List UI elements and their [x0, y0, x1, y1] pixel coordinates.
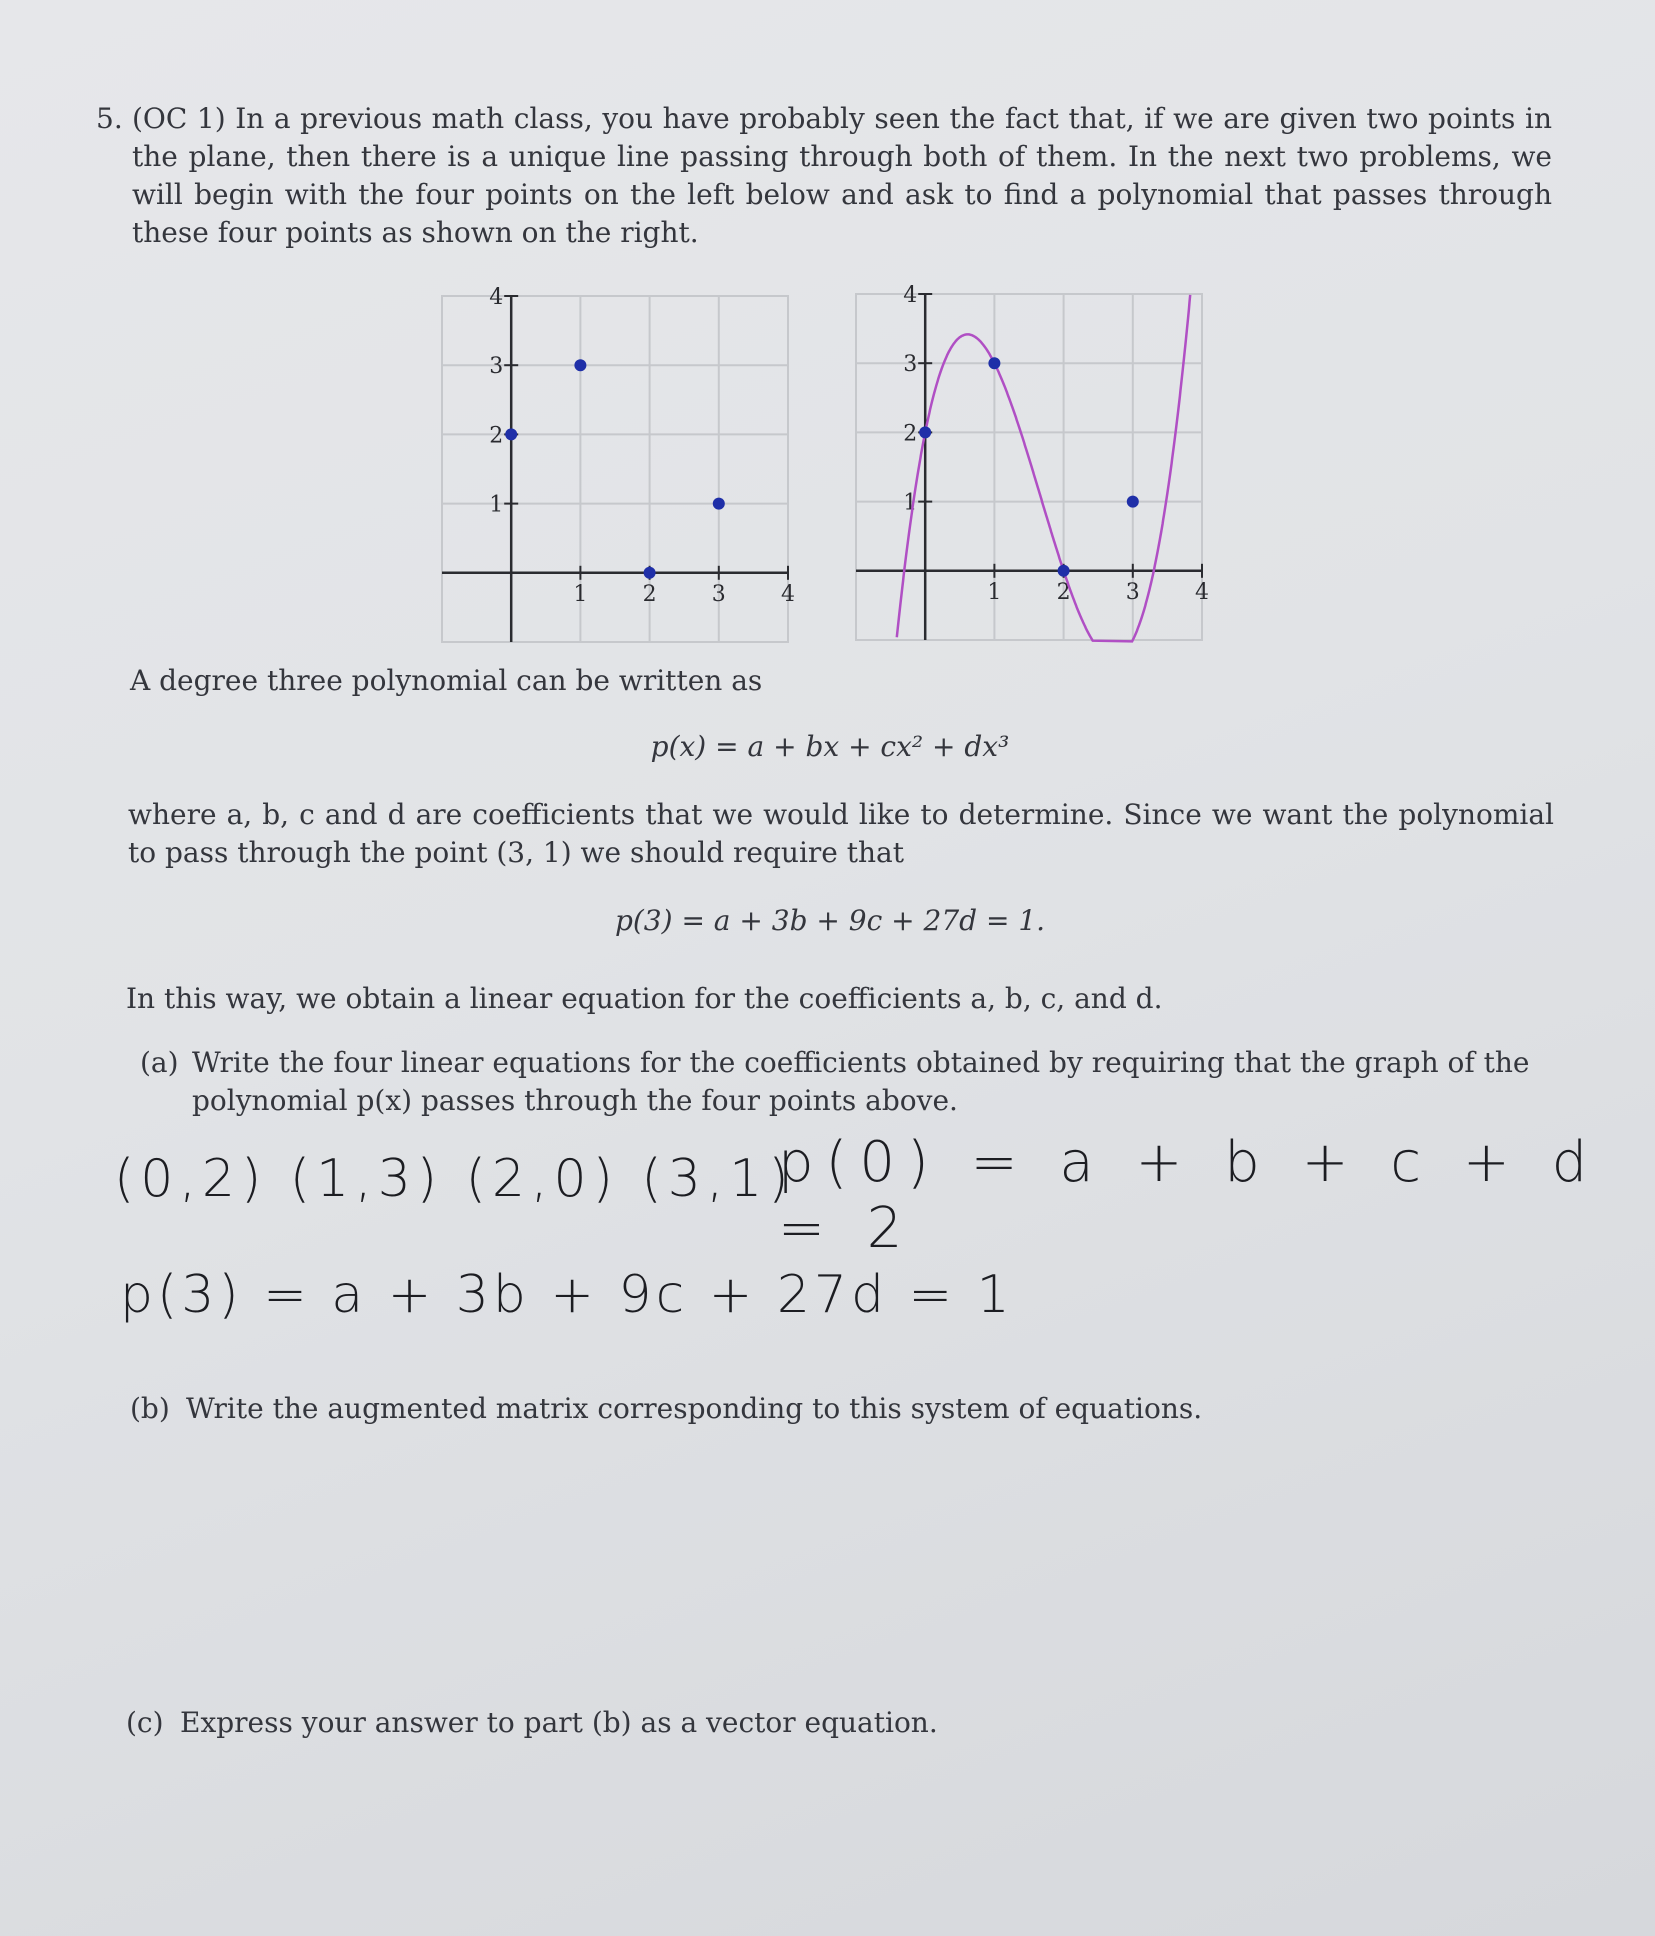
plot-frame: [442, 296, 788, 642]
problem-intro: (OC 1) In a previous math class, you have probably seen the fact that, if we are given two points in the plane, then there is a unique line passing through both of them. In the next two problems, we will begin with the four points on the left below and ask to find a polynomial that passes through these four points as shown on the right.: [132, 102, 1552, 249]
part-c-label: (c): [126, 1706, 164, 1739]
y-tick-label: 1: [489, 492, 504, 518]
x-tick-label: 4: [1195, 579, 1209, 605]
y-tick-label: 3: [489, 354, 504, 380]
part-a-label: (a): [140, 1046, 179, 1079]
x-tick-label: 2: [1056, 579, 1071, 605]
polynomial-curve: [897, 295, 1190, 642]
x-tick-label: 4: [781, 581, 795, 607]
y-tick-label: 4: [903, 283, 918, 308]
equation-p3: p(3) = a + 3b + 9c + 27d = 1.: [614, 904, 1046, 937]
x-tick-label: 3: [1125, 579, 1140, 605]
data-point: [574, 359, 586, 371]
part-b-label: (b): [130, 1392, 170, 1425]
data-point: [919, 426, 931, 438]
x-tick-label: 2: [642, 581, 657, 607]
figure-polynomial: [854, 270, 1234, 650]
part-b-text: Write the augmented matrix corresponding to this system of equations.: [186, 1392, 1203, 1425]
data-point: [713, 498, 725, 510]
linear-text: In this way, we obtain a linear equation for the coefficients a, b, c, and d.: [126, 982, 1163, 1015]
data-point: [644, 567, 656, 579]
data-point: [1127, 496, 1139, 508]
equation-px: p(x) = a + bx + cx² + dx³: [650, 730, 1010, 763]
x-tick-label: 3: [711, 581, 726, 607]
x-tick-label: 1: [987, 579, 1002, 605]
problem-number: 5.: [96, 102, 123, 135]
x-tick-label: 1: [573, 581, 588, 607]
handwritten-eq-p3: p(3) = a + 3b + 9c + 27d = 1: [120, 1265, 1014, 1325]
y-tick-label: 4: [489, 285, 504, 310]
figure-points: [440, 272, 820, 652]
y-tick-label: 2: [903, 421, 918, 447]
data-point: [1058, 565, 1070, 577]
where-text: where a, b, c and d are coefficients that we would like to determine. Since we want the polynomial to pass through the point (3, 1) we should require that: [128, 798, 1554, 869]
y-tick-label: 3: [903, 352, 918, 378]
data-point: [988, 357, 1000, 369]
degree-text: A degree three polynomial can be written as: [130, 664, 763, 697]
part-a-text: Write the four linear equations for the coefficients obtained by requiring that the graph of the polynomial p(x) passes through the four points above.: [192, 1046, 1530, 1117]
handwritten-points: (0,2) (1,3) (2,0) (3,1): [114, 1149, 795, 1209]
handwritten-eq-p0: p(0) = a + b + c + d = 2: [778, 1130, 1600, 1261]
y-tick-label: 2: [489, 423, 504, 449]
part-c-text: Express your answer to part (b) as a vector equation.: [180, 1706, 938, 1739]
y-tick-label: 1: [903, 490, 918, 516]
data-point: [505, 428, 517, 440]
